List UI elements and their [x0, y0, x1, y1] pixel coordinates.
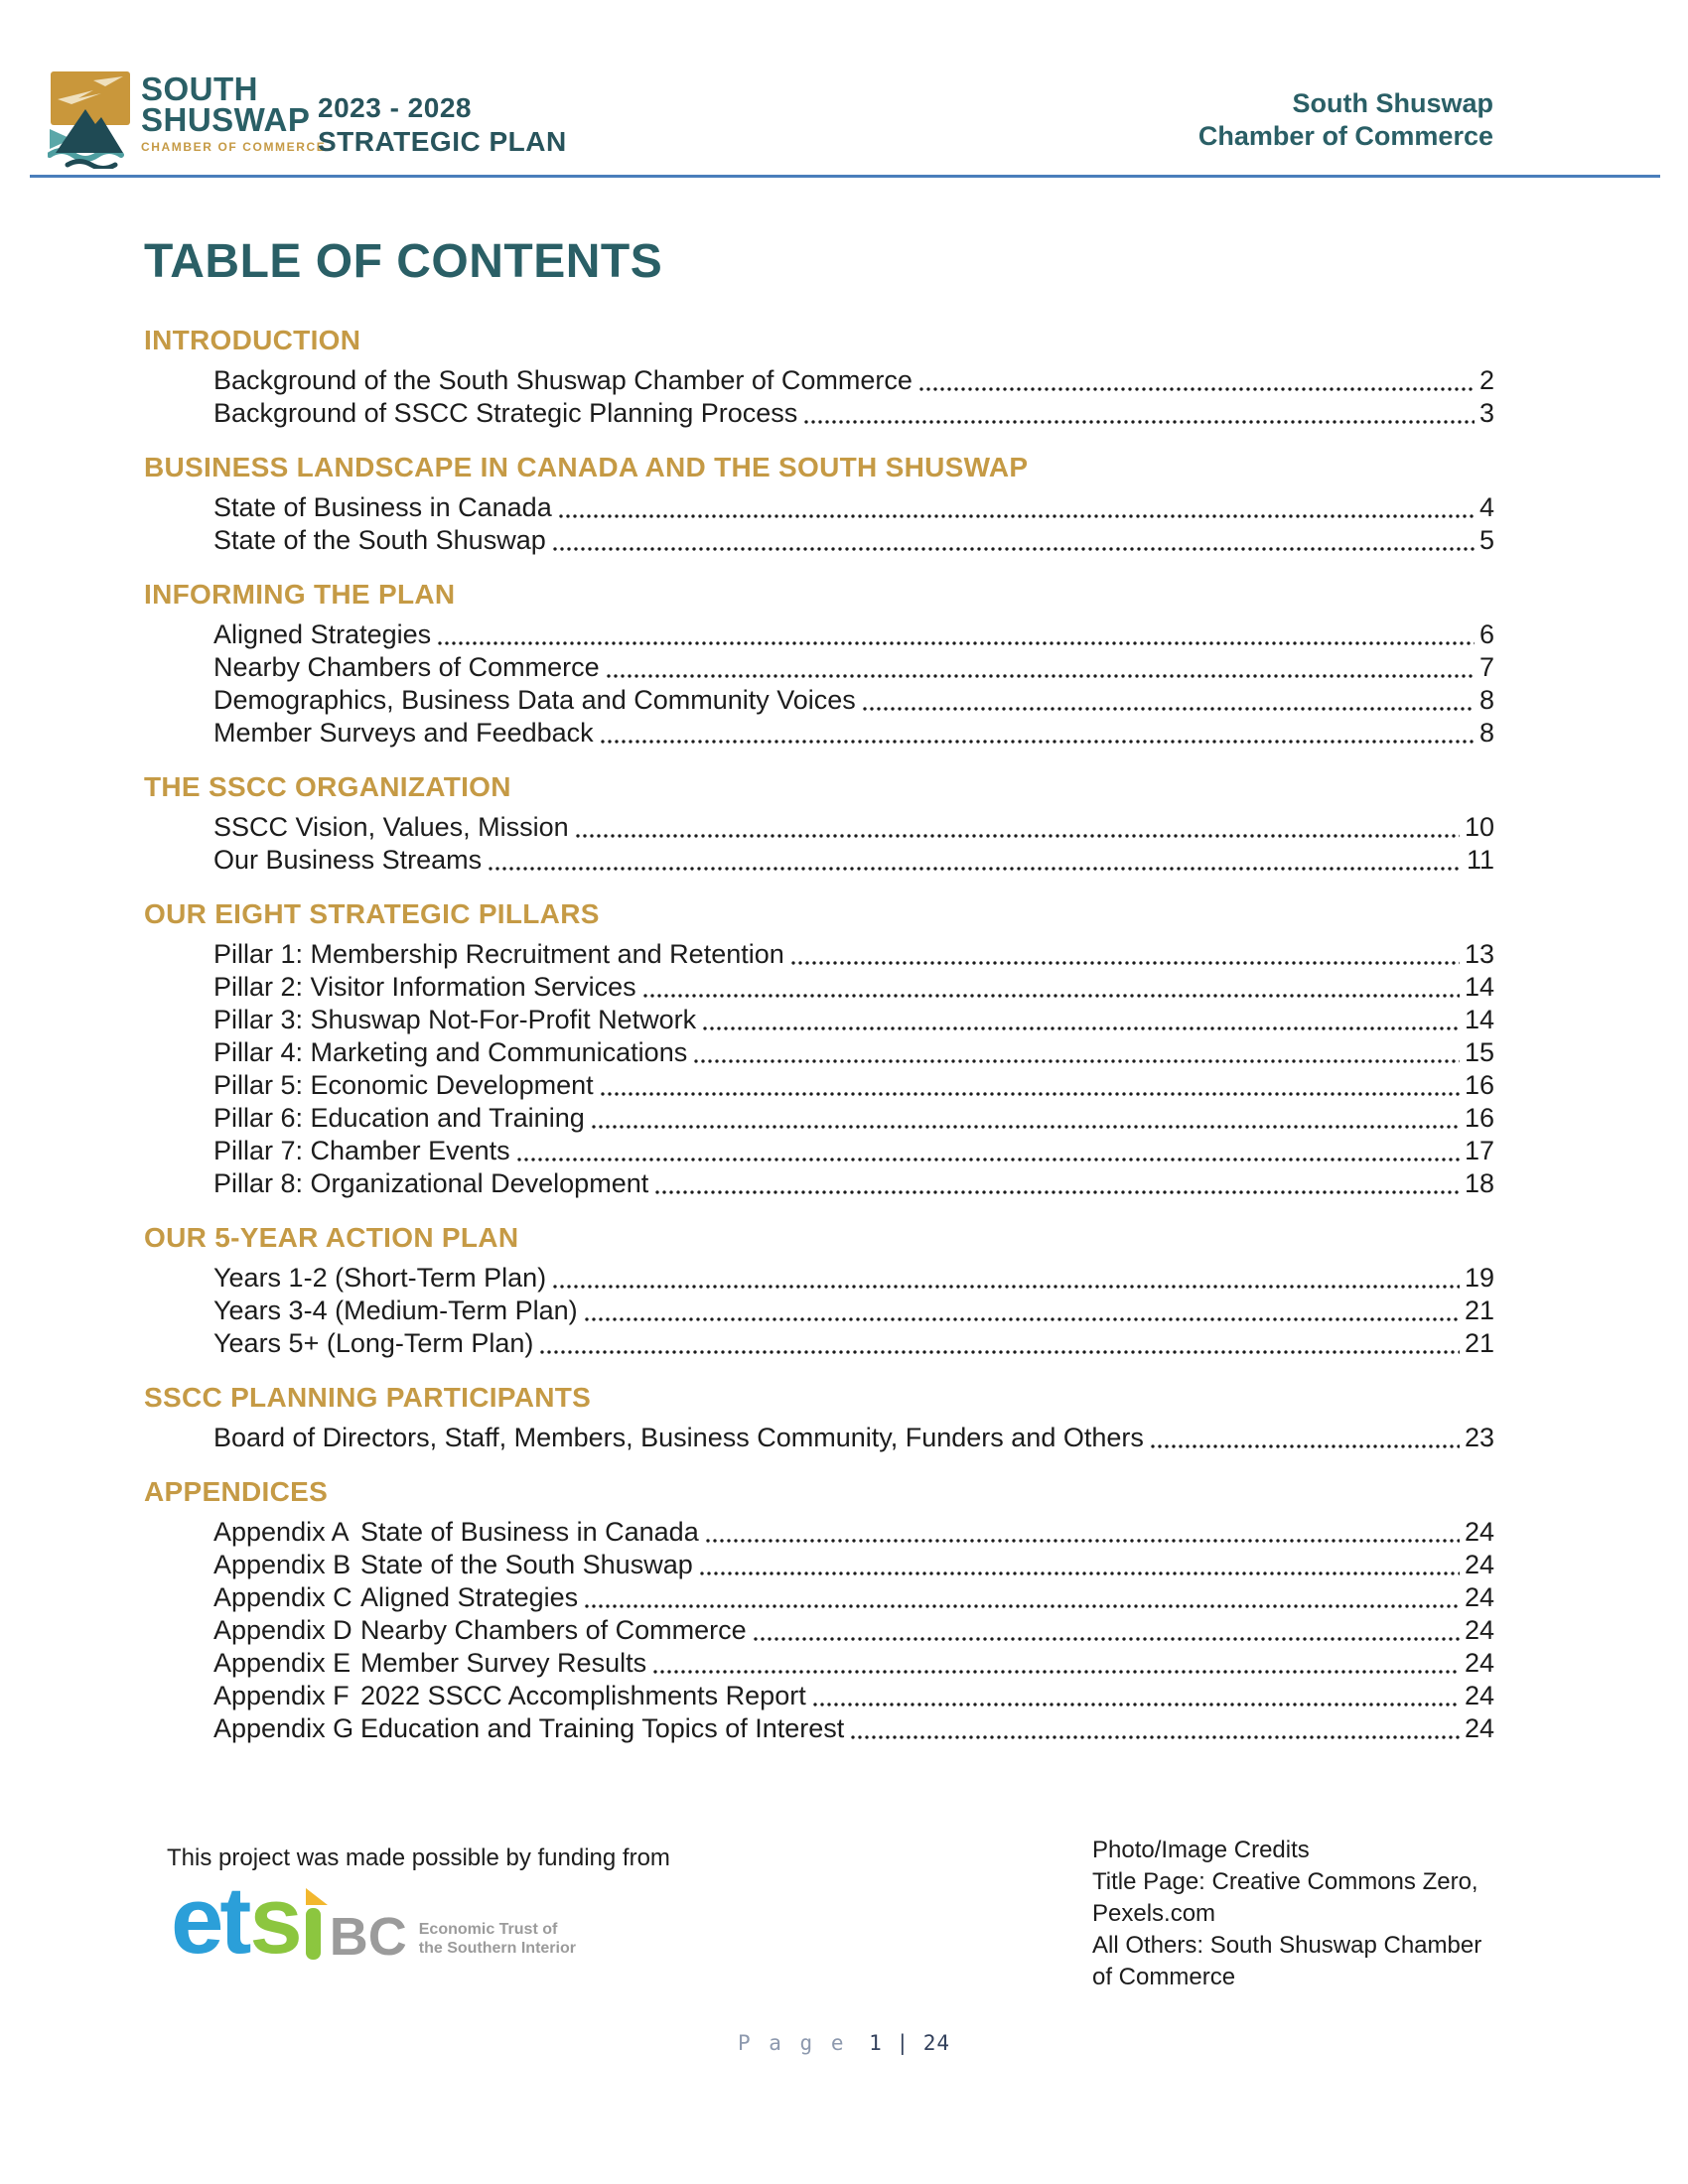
toc-entry: [213, 618, 1494, 651]
toc-section: [144, 451, 1494, 557]
toc-entry: [213, 1069, 1494, 1102]
dot-leader: [791, 938, 1460, 971]
toc-entry-page: 23: [1464, 1423, 1494, 1452]
plan-title: STRATEGIC PLAN: [318, 126, 567, 157]
toc-entry: [213, 491, 1494, 524]
toc-entry: [213, 1262, 1494, 1295]
toc-entry-label: SSCC Vision, Values, Mission: [213, 812, 569, 842]
toc-entry-page: 5: [1478, 525, 1494, 555]
dot-leader: [601, 1069, 1460, 1102]
toc-entry-page: 13: [1464, 939, 1494, 969]
dot-leader: [700, 1549, 1460, 1581]
dot-leader: [694, 1036, 1460, 1069]
photo-credits-line: of Commerce: [1092, 1964, 1236, 1990]
toc-entry-page: 24: [1464, 1582, 1494, 1612]
photo-credits-line: All Others: South Shuswap Chamber: [1092, 1932, 1482, 1959]
page-title: TABLE OF CONTENTS: [144, 235, 663, 288]
toc-entry-page: 10: [1464, 812, 1494, 842]
toc-entry-page: 21: [1464, 1328, 1494, 1358]
toc-entry-label: Years 1-2 (Short-Term Plan): [213, 1263, 547, 1293]
dot-leader: [863, 684, 1475, 717]
dot-leader: [489, 844, 1462, 877]
toc-entry: [213, 844, 1494, 877]
toc-entry-label: Years 5+ (Long-Term Plan): [213, 1328, 534, 1358]
toc-entry-page: 24: [1464, 1713, 1494, 1743]
chamber-logo-icon: [48, 69, 133, 169]
dot-leader: [540, 1327, 1460, 1360]
toc-entry-label: 2022 SSCC Accomplishments Report: [360, 1681, 806, 1710]
photo-credits: [1092, 1835, 1481, 1993]
toc-entry: [213, 1102, 1494, 1135]
toc-section-heading: BUSINESS LANDSCAPE IN CANADA AND THE SOUTH SHUSWAP: [144, 452, 1029, 482]
toc-entry-page: 17: [1464, 1136, 1494, 1165]
toc-entry: [213, 1647, 1494, 1680]
toc-entry-page: 8: [1478, 718, 1494, 748]
toc-section: [144, 897, 1494, 1200]
dot-leader: [585, 1295, 1460, 1327]
toc-entry: [213, 1135, 1494, 1167]
chamber-logo-name-line1: SOUTH: [141, 70, 258, 107]
dot-leader: [655, 1167, 1460, 1200]
toc-entry-label: Pillar 5: Economic Development: [213, 1070, 594, 1100]
dot-leader: [643, 971, 1460, 1004]
dot-leader: [607, 651, 1475, 684]
toc-entry-prefix: Appendix A: [213, 1517, 350, 1547]
toc-entry-label: Pillar 7: Chamber Events: [213, 1136, 510, 1165]
toc-entry-label: Aligned Strategies: [360, 1582, 579, 1612]
etsibc-logo-i-mark: [306, 1882, 322, 1960]
toc-entry-page: 8: [1478, 685, 1494, 715]
page-number: 1 | 24: [869, 2031, 951, 2055]
toc-entry-label: Nearby Chambers of Commerce: [360, 1615, 747, 1645]
toc-entry: [213, 1295, 1494, 1327]
toc-entry: [213, 1004, 1494, 1036]
plan-title-block: [318, 91, 567, 159]
toc-section-heading: OUR EIGHT STRATEGIC PILLARS: [144, 898, 600, 929]
dot-leader: [553, 1262, 1460, 1295]
toc-section: [144, 324, 1494, 430]
toc-entry-prefix: Appendix E: [213, 1648, 352, 1678]
toc-entry-page: 18: [1464, 1168, 1494, 1198]
toc-entry: [213, 364, 1494, 397]
toc-entry-label: Pillar 2: Visitor Information Services: [213, 972, 636, 1002]
toc-entry-label: Nearby Chambers of Commerce: [213, 652, 600, 682]
photo-credits-line: Pexels.com: [1092, 1900, 1216, 1927]
toc-entry: [213, 1167, 1494, 1200]
toc-section: [144, 1381, 1494, 1454]
toc-entry: [213, 1516, 1494, 1549]
toc-entry: [213, 1422, 1494, 1454]
toc-entry: [213, 1549, 1494, 1581]
toc-entry-label: State of the South Shuswap: [213, 525, 546, 555]
toc-section-heading: OUR 5-YEAR ACTION PLAN: [144, 1222, 519, 1253]
toc-entry-page: 14: [1464, 972, 1494, 1002]
toc-entry-page: 6: [1478, 619, 1494, 649]
etsibc-logo: [171, 1867, 576, 1974]
toc-entry: [213, 1036, 1494, 1069]
dot-leader: [813, 1680, 1460, 1712]
dot-leader: [576, 811, 1460, 844]
toc-entry-page: 16: [1464, 1103, 1494, 1133]
etsibc-logo-bc: BC: [329, 1907, 407, 1967]
toc-entry-page: 3: [1478, 398, 1494, 428]
toc-entry-page: 15: [1464, 1037, 1494, 1067]
etsibc-tagline-line2: the Southern Interior: [418, 1940, 576, 1957]
toc-entry: [213, 524, 1494, 557]
etsibc-logo-et: et: [171, 1867, 248, 1974]
chamber-logo-tagline: CHAMBER OF COMMERCE: [141, 140, 327, 154]
toc-entry: [213, 397, 1494, 430]
toc-entry: [213, 717, 1494, 750]
dot-leader: [553, 524, 1475, 557]
toc-entry-label: State of the South Shuswap: [360, 1550, 693, 1579]
toc-entry: [213, 1614, 1494, 1647]
toc-section: [144, 1475, 1494, 1745]
toc-entry-label: Demographics, Business Data and Community Voices: [213, 685, 856, 715]
dot-leader: [601, 717, 1475, 750]
toc-entry-label: Aligned Strategies: [213, 619, 432, 649]
etsibc-logo-s: s: [249, 1867, 299, 1974]
dot-leader: [585, 1581, 1460, 1614]
toc-entry-label: Pillar 3: Shuswap Not-For-Profit Network: [213, 1005, 697, 1034]
toc-entry-label: Member Survey Results: [360, 1648, 647, 1678]
plan-years: 2023 - 2028: [318, 92, 472, 123]
toc-entry-prefix: Appendix G: [213, 1713, 354, 1743]
toc-entry-label: Member Surveys and Feedback: [213, 718, 594, 748]
toc-section: [144, 578, 1494, 750]
etsibc-tagline-line1: Economic Trust of: [418, 1921, 558, 1938]
etsibc-logo-tagline: [419, 1920, 576, 1958]
dot-leader: [703, 1004, 1460, 1036]
funding-note: This project was made possible by funding from: [167, 1844, 670, 1871]
dot-leader: [653, 1647, 1460, 1680]
toc-entry-page: 19: [1464, 1263, 1494, 1293]
dot-leader: [1151, 1422, 1460, 1454]
photo-credits-line: Photo/Image Credits: [1092, 1837, 1310, 1863]
photo-credits-line: Title Page: Creative Commons Zero,: [1092, 1868, 1478, 1895]
toc-entry: [213, 684, 1494, 717]
toc-section-heading: SSCC PLANNING PARTICIPANTS: [144, 1382, 592, 1413]
etsibc-logo-i-stem: [306, 1908, 321, 1960]
chamber-logo-name-line2: SHUSWAP: [141, 101, 311, 138]
toc-entry: [213, 1327, 1494, 1360]
toc-entry-label: Pillar 1: Membership Recruitment and Retention: [213, 939, 784, 969]
chamber-logo: [141, 70, 327, 154]
toc-entry-label: Board of Directors, Staff, Members, Business Community, Funders and Others: [213, 1423, 1144, 1452]
toc-entry-label: State of Business in Canada: [213, 492, 552, 522]
toc-section-heading: THE SSCC ORGANIZATION: [144, 771, 511, 802]
toc-sections: [144, 324, 1494, 1745]
toc-section-heading: APPENDICES: [144, 1476, 329, 1507]
toc-entry-label: Pillar 4: Marketing and Communications: [213, 1037, 688, 1067]
toc-section: [144, 770, 1494, 877]
org-name-block: [1198, 87, 1493, 153]
toc-entry-label: Education and Training Topics of Interest: [360, 1713, 845, 1743]
toc-entry-page: 4: [1478, 492, 1494, 522]
dot-leader: [706, 1516, 1460, 1549]
header-divider: [30, 175, 1660, 178]
toc-entry-label: Pillar 6: Education and Training: [213, 1103, 585, 1133]
toc-entry-page: 24: [1464, 1550, 1494, 1579]
toc-entry-page: 2: [1478, 365, 1494, 395]
toc-entry: [213, 1712, 1494, 1745]
dot-leader: [438, 618, 1475, 651]
dot-leader: [919, 364, 1475, 397]
org-name-line2: Chamber of Commerce: [1197, 121, 1493, 151]
toc-entry-page: 11: [1466, 845, 1494, 875]
toc-entry-prefix: Appendix F: [213, 1681, 350, 1710]
toc-entry: [213, 651, 1494, 684]
toc-entry-page: 14: [1464, 1005, 1494, 1034]
toc-entry-prefix: Appendix D: [213, 1615, 352, 1645]
org-name-line1: South Shuswap: [1292, 88, 1493, 118]
toc-entry-page: 24: [1464, 1517, 1494, 1547]
toc-entry-prefix: Appendix B: [213, 1550, 352, 1579]
toc-entry-label: Our Business Streams: [213, 845, 483, 875]
toc-entry-prefix: Appendix C: [213, 1582, 352, 1612]
dot-leader: [754, 1614, 1460, 1647]
dot-leader: [517, 1135, 1460, 1167]
toc-entry: [213, 1581, 1494, 1614]
toc-entry: [213, 971, 1494, 1004]
toc-entry: [213, 938, 1494, 971]
toc-entry-label: Background of SSCC Strategic Planning Process: [213, 398, 798, 428]
toc-entry-page: 21: [1464, 1296, 1494, 1325]
page-label: P a g e: [737, 2031, 847, 2055]
page-number-footer: [0, 2031, 1688, 2055]
toc-entry-page: 24: [1464, 1648, 1494, 1678]
toc-entry-label: State of Business in Canada: [360, 1517, 699, 1547]
toc-entry-label: Pillar 8: Organizational Development: [213, 1168, 649, 1198]
dot-leader: [851, 1712, 1460, 1745]
toc-entry-label: Background of the South Shuswap Chamber of Commerce: [213, 365, 913, 395]
toc-section-heading: INTRODUCTION: [144, 325, 361, 355]
toc-entry-label: Years 3-4 (Medium-Term Plan): [213, 1296, 578, 1325]
dot-leader: [559, 491, 1475, 524]
toc-section: [144, 1221, 1494, 1360]
toc-entry-page: 7: [1478, 652, 1494, 682]
dot-leader: [592, 1102, 1460, 1135]
dot-leader: [804, 397, 1475, 430]
etsibc-logo-triangle-icon: [306, 1888, 328, 1905]
toc-entry: [213, 811, 1494, 844]
toc-entry-page: 24: [1464, 1615, 1494, 1645]
toc-entry: [213, 1680, 1494, 1712]
toc-entry-page: 16: [1464, 1070, 1494, 1100]
toc-entry-page: 24: [1464, 1681, 1494, 1710]
toc-section-heading: INFORMING THE PLAN: [144, 579, 456, 610]
